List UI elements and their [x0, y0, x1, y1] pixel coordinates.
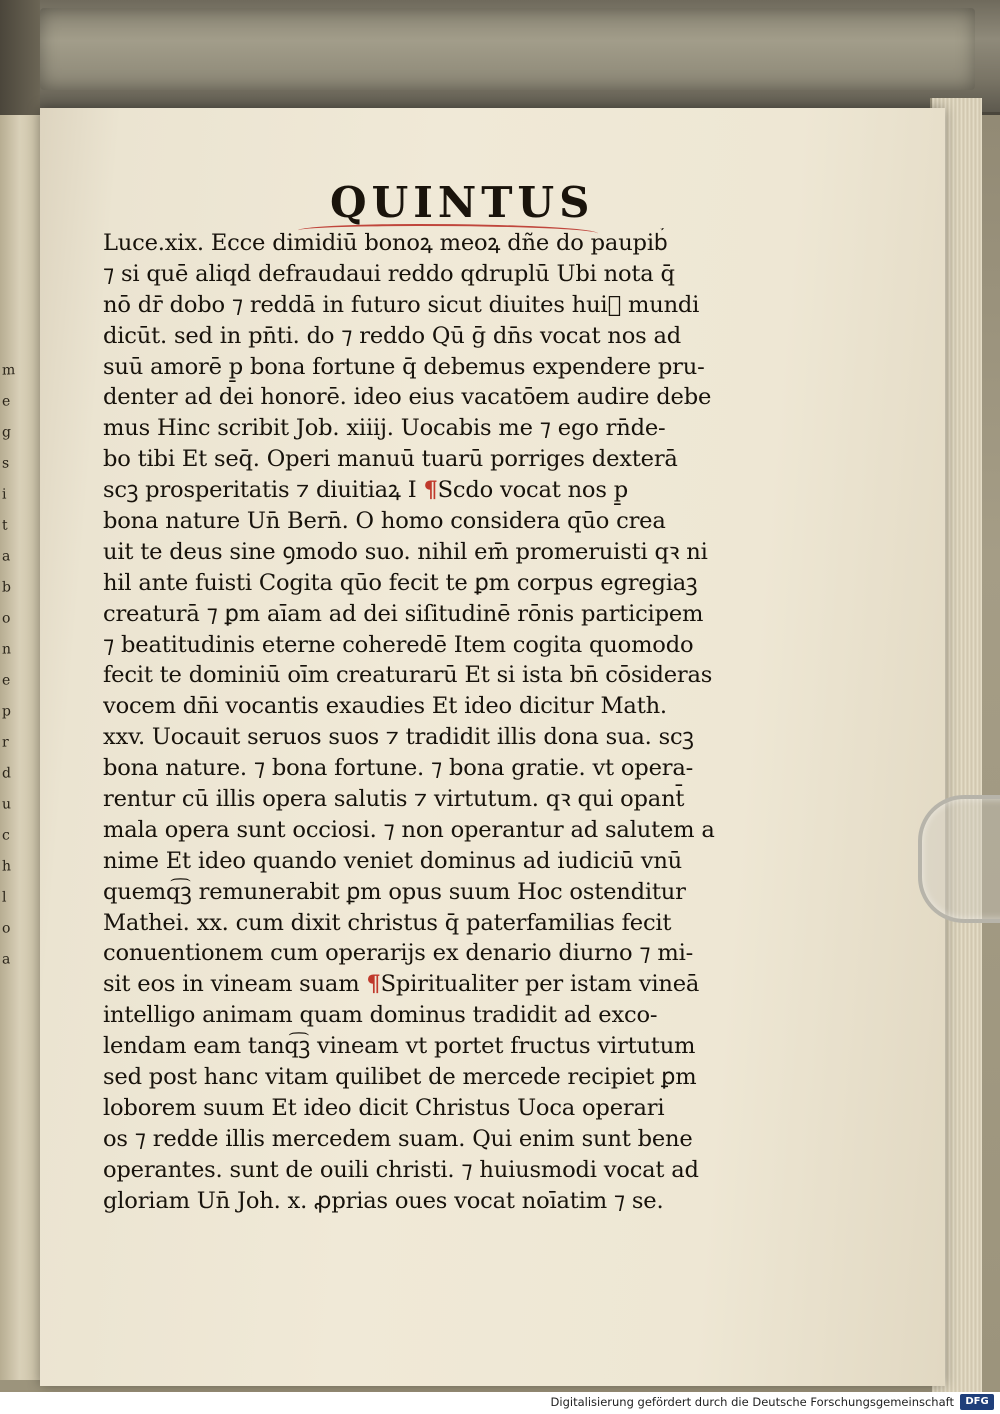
text-line	[103, 599, 775, 630]
left-page-fragment: o	[2, 920, 11, 937]
text-line-content: mala opera sunt occiosi. ⁊ non operantur ad salutem a	[103, 816, 715, 843]
text-line	[103, 1155, 775, 1186]
page-heading: QUINTUS	[330, 178, 595, 227]
text-line	[103, 969, 775, 1000]
left-page-fragment: b	[2, 579, 11, 596]
book-cover-board	[40, 8, 975, 90]
book-top-edge	[0, 0, 1000, 115]
text-line-content: quemq͡ꝫ remunerabit ꝑm opus suum Hoc ostenditur	[103, 878, 686, 905]
text-line-content: suū amorē p̱ bona fortune q̄ debemus expendere pru-	[103, 353, 705, 380]
text-line-content: loborem suum Et ideo dicit Christus Uoca operari	[103, 1094, 665, 1121]
text-line	[103, 877, 775, 908]
text-line-content: nime Et ideo quando veniet dominus ad iudiciū vnū	[103, 847, 683, 874]
text-line-content: bo tibi Et seq̄. Operi manuū tuarū porriges dexterā	[103, 446, 678, 473]
left-page-fragment: s	[2, 455, 10, 472]
text-line-content: scꝫ prosperitatis ⁊ diuitiaꝝ	[103, 477, 401, 504]
left-page-fragment: e	[2, 393, 11, 410]
text-line	[103, 1000, 775, 1031]
left-page-fragment: l	[2, 889, 7, 906]
text-line	[103, 444, 775, 475]
text-line	[103, 1124, 775, 1155]
left-page-fragment: m	[2, 362, 16, 379]
rubric-lead: I	[407, 477, 424, 504]
text-line-content: gloriam Un̄ Joh. x. ꝓprias oues vocat noīatim ⁊ se.	[103, 1187, 664, 1214]
text-line-content: os ⁊ redde illis mercedem suam. Qui enim sunt bene	[103, 1125, 693, 1152]
left-page-text-fragments	[2, 354, 36, 975]
left-page-fragment: o	[2, 610, 11, 627]
text-line	[103, 568, 775, 599]
left-page-fragment: a	[2, 951, 11, 968]
text-line	[103, 382, 775, 413]
paragraph-mark: ¶	[423, 477, 438, 504]
text-line-content: operantes. sunt de ouili christi. ⁊ huiusmodi vocat ad	[103, 1156, 699, 1183]
text-line-content: rentur cū illis opera salutis ⁊ virtutum. qꝛ qui opant̄	[103, 786, 685, 813]
rubric-text: Scdo vocat nos p̱	[437, 477, 628, 504]
text-line-content: mus Hinc scribit Job. xiiij. Uocabis me ⁊ ego rn̄de-	[103, 415, 666, 442]
text-line-content: uit te deus sine ꝯmodo suo. nihil em̄ promeruisti qꝛ ni	[103, 538, 708, 565]
text-line-content: denter ad dei honorē. ideo eius vacatōem audire debe	[103, 384, 712, 411]
text-line-content: conuentionem cum operarijs ex denario diurno ⁊ mi-	[103, 940, 694, 967]
digitization-footer	[0, 1392, 1000, 1414]
left-page-fragment: p	[2, 703, 11, 720]
rubric-text: Spiritualiter per istam vineā	[380, 971, 700, 998]
text-line-content: creaturā ⁊ ꝑm aīam ad dei siſitudinē rōnis participem	[103, 600, 704, 627]
text-line	[103, 938, 775, 969]
text-line-content: sed post hanc vitam quilibet de mercede recipiet ꝑm	[103, 1064, 697, 1091]
book-spine	[0, 0, 40, 120]
text-line-content: lendam eam tanq͡ꝫ vineam vt portet fructus virtutum	[103, 1033, 696, 1060]
left-page-fragment: u	[2, 796, 12, 813]
body-text	[103, 228, 775, 1217]
text-line-content: vocem dn̄i vocantis exaudies Et ideo dicitur Math.	[103, 693, 667, 720]
dfg-logo-icon: DFG	[960, 1394, 994, 1410]
text-line-content: sit eos in vineam suam	[103, 971, 360, 998]
text-line-content: Luce.xix. Ecce dimidiū bonoꝝ meoꝝ dñe do paupib᷒	[103, 230, 668, 256]
text-line	[103, 722, 775, 753]
text-line	[103, 846, 775, 877]
text-line-content: xxv. Uocauit seruos suos ⁊ tradidit illis dona sua. scꝫ	[103, 724, 694, 751]
text-line	[103, 1186, 775, 1217]
text-line	[103, 1062, 775, 1093]
text-line-content: bona nature Un̄ Bern̄. O homo considera qūo crea	[103, 508, 666, 535]
text-line	[103, 1031, 775, 1062]
text-line	[103, 630, 775, 661]
paragraph-mark: ¶	[366, 971, 381, 998]
text-line	[103, 1093, 775, 1124]
text-line-content: dicūt. sed in pn̄ti. do ⁊ reddo Qū ḡ dn̄s vocat nos ad	[103, 322, 682, 349]
text-line	[103, 908, 775, 939]
text-line-content: Mathei. xx. cum dixit christus q̄ paterfamilias fecit	[103, 909, 672, 936]
text-line-content: nō dr̄ dobo ⁊ reddā in futuro sicut diuites hui᷒ mundi	[103, 291, 700, 318]
left-page-fragment: c	[2, 827, 10, 844]
text-line	[103, 506, 775, 537]
text-line-content: hil ante fuisti Cogita qūo fecit te ꝑm corpus egregiaꝫ	[103, 569, 698, 596]
left-page-fragment: i	[2, 486, 7, 503]
text-line	[103, 537, 775, 568]
left-page-fragment: d	[2, 765, 11, 782]
left-page-fragment: a	[2, 548, 11, 565]
left-page-fragment: r	[2, 734, 9, 751]
text-line	[103, 321, 775, 352]
left-page-fragment: e	[2, 672, 11, 689]
text-line-content: bona nature. ⁊ bona fortune. ⁊ bona gratie. vt opera-	[103, 755, 694, 782]
text-line-content: fecit te dominiū oīm creaturarū Et si ista bn̄ cōsideras	[103, 662, 713, 689]
text-line	[103, 815, 775, 846]
left-page-fragment: t	[2, 517, 8, 534]
text-line	[103, 352, 775, 383]
left-page-fragment: h	[2, 858, 12, 875]
text-line	[103, 660, 775, 691]
left-page-fragment: n	[2, 641, 12, 658]
text-line	[103, 475, 775, 506]
left-page-fragment: g	[2, 424, 11, 441]
book-clip	[918, 795, 1000, 923]
text-line	[103, 784, 775, 815]
text-line-content: ⁊ beatitudinis eterne coheredē Item cogita quomodo	[103, 631, 694, 658]
text-line	[103, 413, 775, 444]
text-line-content: ⁊ si quē aliqd defraudaui reddo qdruplū Ubi nota q̄	[103, 260, 675, 287]
text-line-content: intelligo animam quam dominus tradidit ad exco-	[103, 1002, 658, 1029]
text-line	[103, 259, 775, 290]
text-line	[103, 228, 775, 259]
text-line	[103, 691, 775, 722]
text-line	[103, 753, 775, 784]
footer-credit: Digitalisierung gefördert durch die Deutsche Forschungsgemeinschaft	[550, 1395, 954, 1409]
text-line	[103, 290, 775, 321]
